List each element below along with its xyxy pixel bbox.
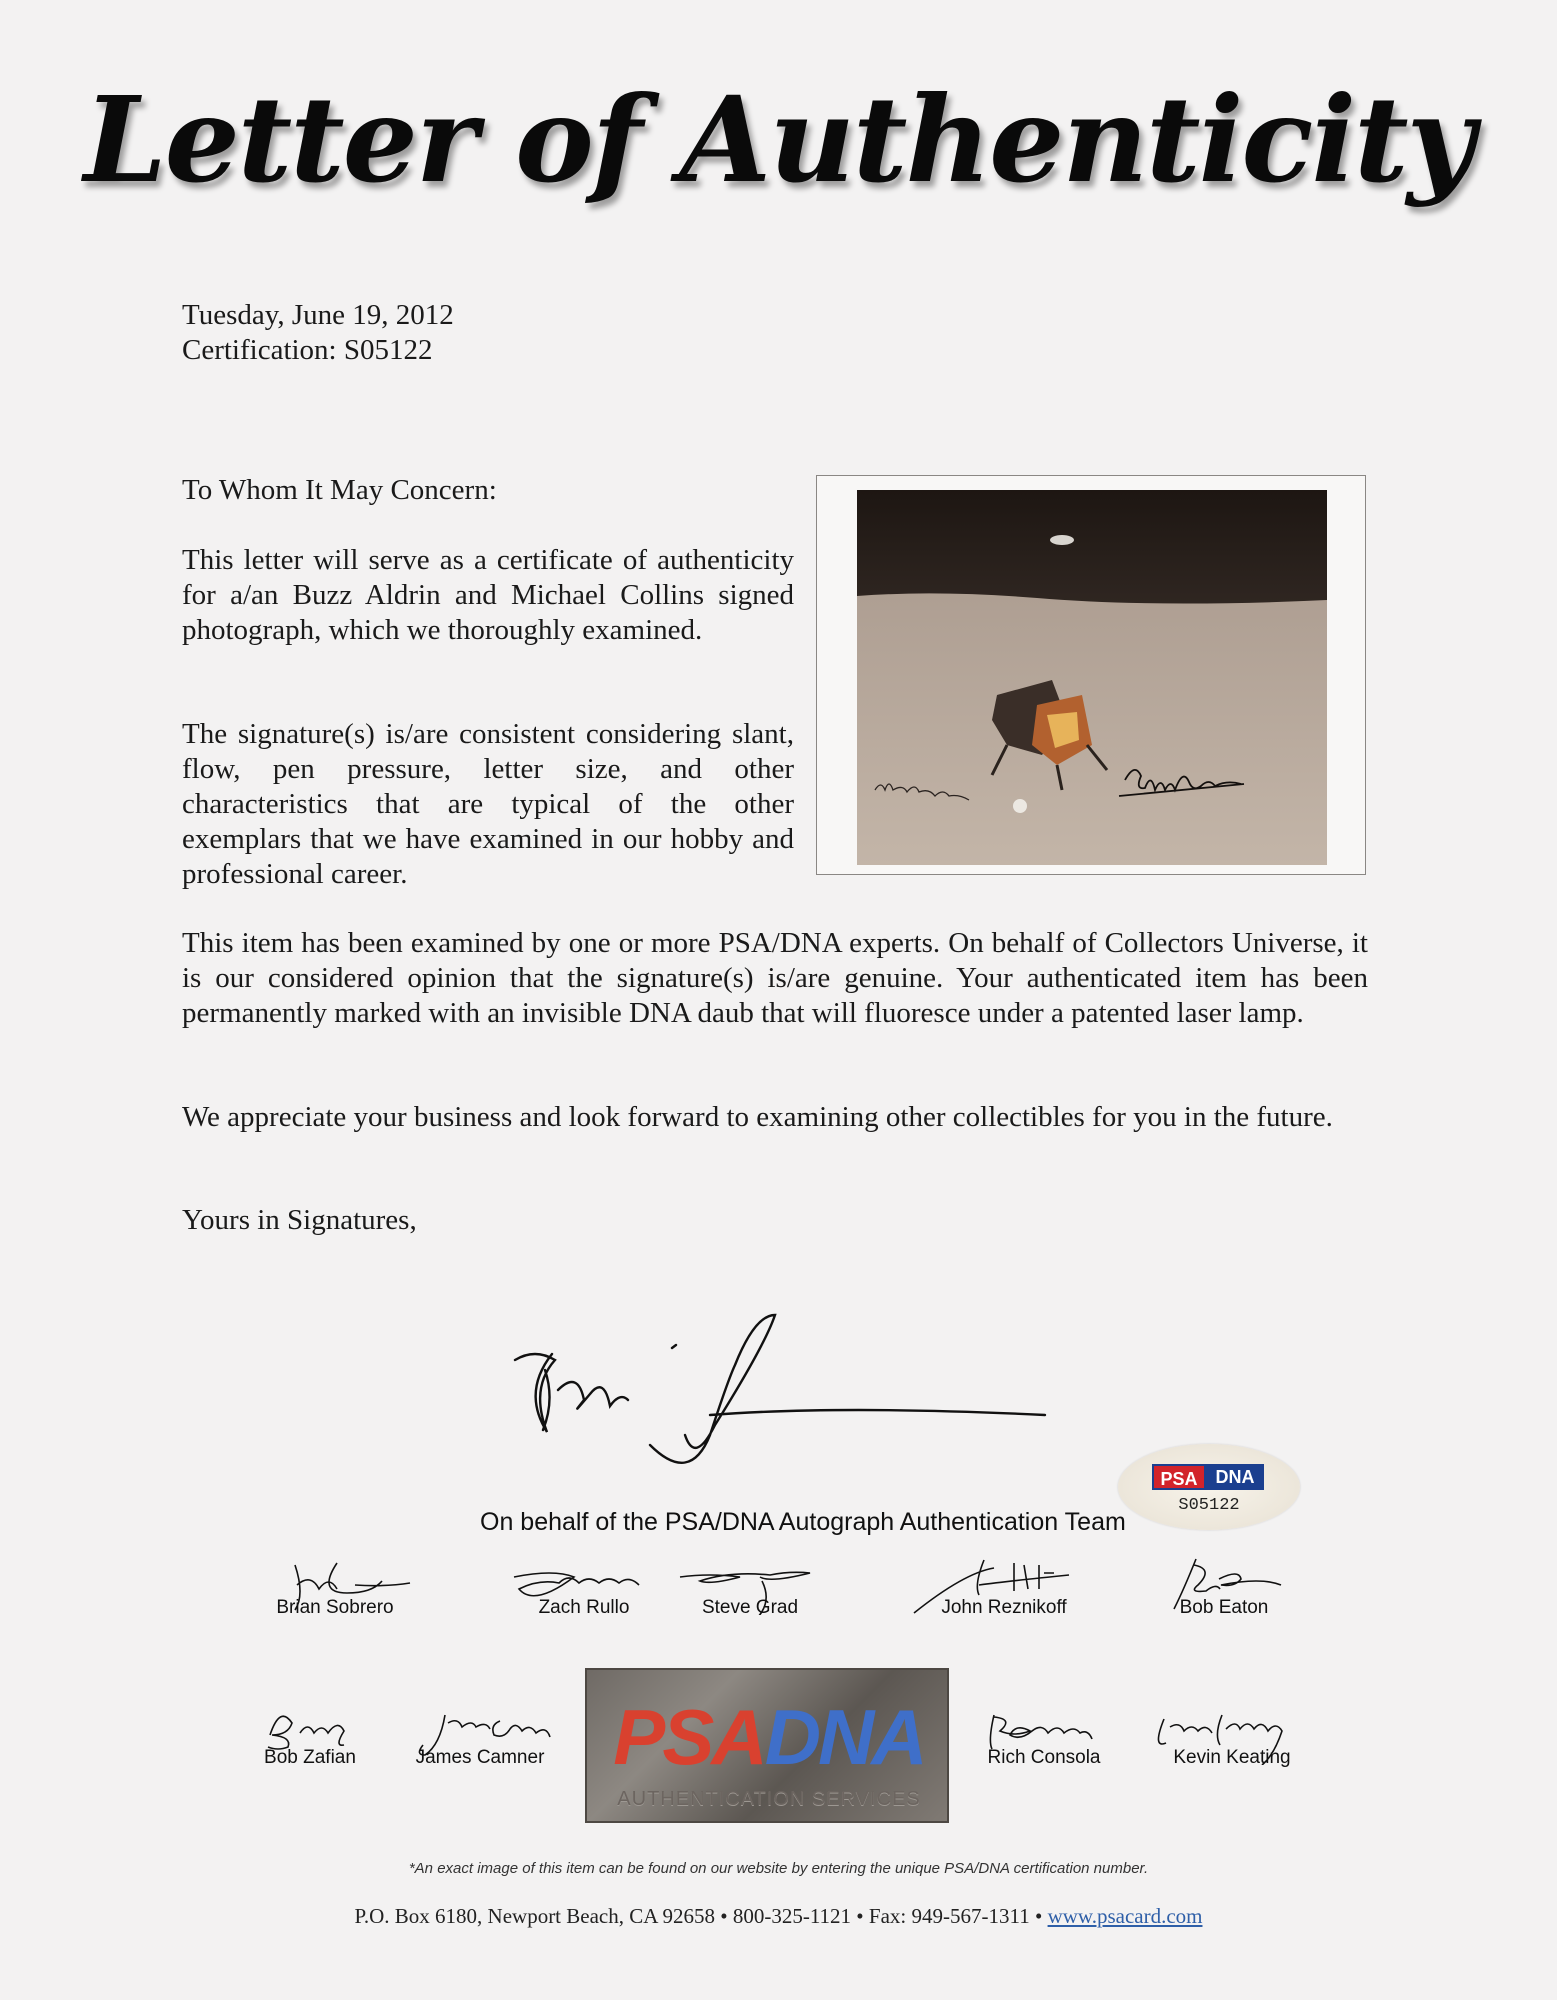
letter-date: Tuesday, June 19, 2012	[182, 299, 454, 331]
team-member	[904, 1555, 1104, 1619]
psa-dna-hologram	[1118, 1444, 1300, 1530]
member-name: Brian Sobrero	[276, 1597, 394, 1618]
team-member	[235, 1555, 435, 1619]
footer-address: P.O. Box 6180, Newport Beach, CA 92658 • 800-325-1121 • Fax: 949-567-1311 •	[354, 1904, 1043, 1928]
hologram-psa: PSA	[1152, 1464, 1206, 1490]
team-member	[1124, 1555, 1324, 1619]
authenticator-signature	[500, 1290, 1060, 1520]
letter-meta	[182, 298, 454, 368]
signed-photograph	[816, 475, 1366, 875]
psa-dna-badge	[585, 1668, 949, 1823]
disclaimer: *An exact image of this item can be found on our website by entering the unique PSA/DNA certification number.	[408, 1860, 1149, 1877]
member-name: John Reznikoff	[941, 1597, 1067, 1618]
salutation: To Whom It May Concern:	[182, 474, 497, 506]
paragraph-examination: This item has been examined by one or more PSA/DNA experts. On behalf of Collectors Universe, it is our considered opinion that the signature(s) is/are genuine. Your authenticated item has been permanently marked with an invisible DNA daub that will fluoresce under a patented laser lamp.	[182, 927, 1368, 1029]
member-name: Bob Zafian	[264, 1747, 356, 1768]
hologram-logo	[1152, 1464, 1264, 1490]
team-line: On behalf of the PSA/DNA Autograph Authentication Team	[480, 1508, 1126, 1536]
team-member	[650, 1555, 850, 1619]
paragraph-consistency: The signature(s) is/are consistent considering slant, flow, pen pressure, letter size, and other characteristics that are typical of the other exemplars that we have examined in our hobby and professional career.	[182, 718, 794, 890]
letter-title: Letter of Authenticity	[83, 70, 1474, 209]
member-name: Kevin Keating	[1173, 1747, 1291, 1768]
closing: Yours in Signatures,	[182, 1204, 417, 1236]
paragraph-appreciation: We appreciate your business and look forward to examining other collectibles for you in the future.	[182, 1101, 1333, 1133]
team-member	[944, 1705, 1144, 1769]
lunar-module-photo	[857, 490, 1327, 865]
member-name: Steve Grad	[701, 1597, 799, 1618]
hologram-cert-number: S05122	[1178, 1496, 1240, 1515]
footer	[0, 1904, 1557, 1929]
badge-logo	[587, 1692, 951, 1783]
member-name: Rich Consola	[987, 1747, 1101, 1768]
earth-shape	[1050, 535, 1074, 545]
badge-dna: DNA	[764, 1693, 925, 1781]
member-name: James Camner	[415, 1747, 545, 1768]
team-member	[1132, 1705, 1332, 1769]
badge-psa: PSA	[613, 1693, 765, 1781]
badge-subtitle: AUTHENTICATION SERVICES	[617, 1788, 921, 1810]
member-name: Bob Eaton	[1179, 1597, 1269, 1618]
member-name: Zach Rullo	[538, 1597, 630, 1618]
certification-number: Certification: S05122	[182, 334, 433, 366]
team-member	[380, 1705, 580, 1769]
website-link[interactable]: www.psacard.com	[1047, 1904, 1203, 1928]
hologram-dna: DNA	[1206, 1464, 1264, 1490]
paragraph-intro: This letter will serve as a certificate of authenticity for a/an Buzz Aldrin and Michael Collins signed photograph, which we thoroughly examined.	[182, 544, 794, 646]
